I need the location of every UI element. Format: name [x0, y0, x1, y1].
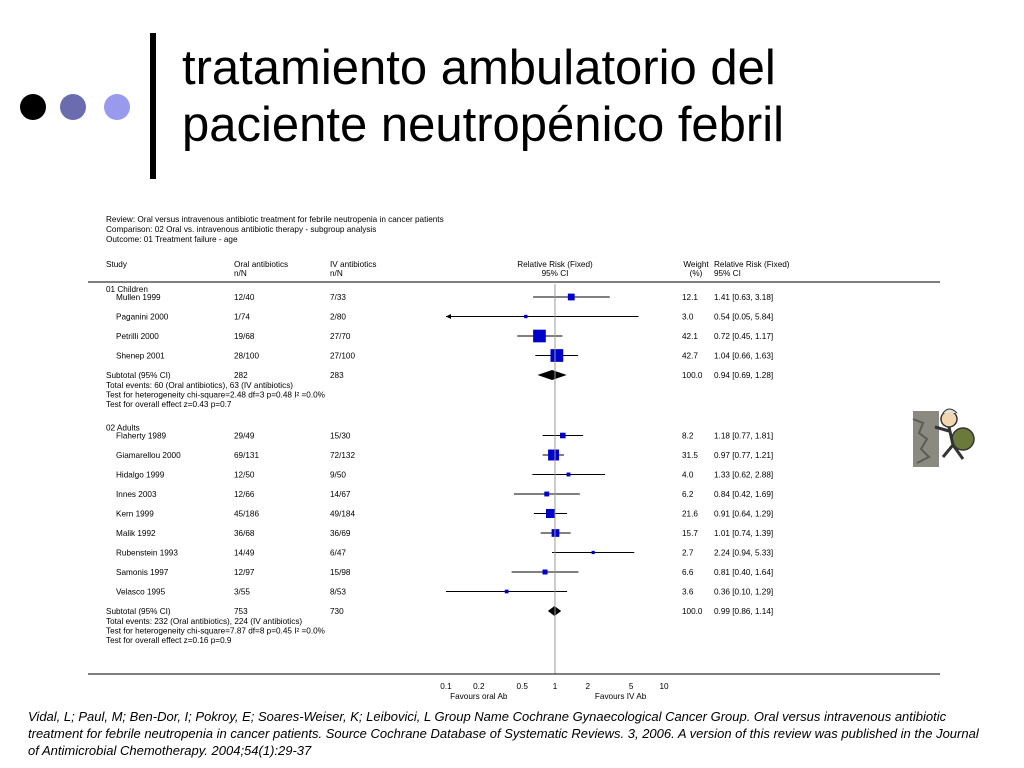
study-iv-count: 27/100 — [330, 351, 356, 361]
effect-square — [524, 315, 527, 318]
slide-title-line-1: tratamiento ambulatorio del — [182, 41, 776, 95]
effect-square — [533, 330, 546, 343]
effect-square — [567, 473, 571, 477]
study-rr-ci: 0.97 [0.77, 1.21] — [714, 451, 774, 460]
study-iv-count: 8/53 — [330, 587, 346, 597]
subtotal-label: Subtotal (95% CI) — [106, 371, 171, 380]
study-name: Giamarellou 2000 — [116, 451, 181, 460]
study-iv-count: 72/132 — [330, 451, 356, 460]
study-rr-ci: 1.04 [0.66, 1.63] — [714, 351, 774, 361]
subtotal-rr-ci: 0.94 [0.69, 1.28] — [714, 371, 774, 380]
group-label: 01 Children — [106, 285, 148, 294]
effect-square — [543, 569, 548, 574]
forest-plot-panel — [88, 200, 940, 701]
study-oral-count: 69/131 — [234, 451, 260, 460]
slide-bullet-dots — [0, 0, 150, 200]
subtotal-diamond — [537, 370, 566, 380]
x-tick-label: 1 — [552, 682, 558, 691]
subtotal-oral: 282 — [234, 371, 248, 380]
col-header-iv-sub: n/N — [330, 269, 343, 278]
study-rr-ci: 1.33 [0.62, 2.88] — [714, 470, 774, 480]
study-weight: 31.5 — [682, 451, 698, 460]
group-note: Test for heterogeneity chi-square=7.87 df=8 p=0.45 I² =0.0% — [106, 626, 325, 636]
study-rr-ci: 0.84 [0.42, 1.69] — [714, 490, 774, 499]
study-weight: 42.7 — [682, 351, 698, 361]
group-label: 02 Adults — [106, 423, 140, 433]
study-weight: 2.7 — [682, 548, 694, 558]
study-oral-count: 12/97 — [234, 568, 255, 577]
study-name: Kern 1999 — [116, 509, 154, 519]
bullet-dot-black — [20, 94, 46, 120]
study-iv-count: 2/80 — [330, 312, 346, 322]
x-tick-label: 5 — [628, 682, 634, 691]
study-weight: 6.6 — [682, 568, 694, 577]
group-note: Test for heterogeneity chi-square=2.48 df=3 p=0.48 I² =0.0% — [106, 390, 325, 400]
bullet-dot-dark-blue — [60, 94, 86, 120]
title-divider-bar — [150, 33, 156, 179]
study-rr-ci: 0.81 [0.40, 1.64] — [714, 568, 774, 577]
study-oral-count: 14/49 — [234, 548, 255, 558]
study-oral-count: 29/49 — [234, 431, 255, 441]
study-weight: 6.2 — [682, 490, 694, 499]
col-header-weight-sub: (%) — [689, 269, 703, 278]
effect-square — [550, 349, 563, 362]
study-weight: 21.6 — [682, 509, 698, 519]
study-name: Samonis 1997 — [116, 568, 169, 577]
study-weight: 12.1 — [682, 293, 698, 302]
col-header-iv: IV antibiotics — [330, 260, 377, 269]
favours-left-label: Favours oral Ab — [450, 692, 508, 701]
col-header-study: Study — [106, 260, 127, 269]
col-header-oral: Oral antibiotics — [234, 260, 289, 269]
effect-square — [544, 492, 549, 497]
effect-square — [568, 294, 575, 301]
study-weight: 15.7 — [682, 529, 698, 538]
subtotal-label: Subtotal (95% CI) — [106, 607, 171, 616]
study-weight: 42.1 — [682, 332, 698, 341]
subtotal-weight: 100.0 — [682, 371, 703, 380]
study-name: Malik 1992 — [116, 529, 156, 538]
study-name: Hidalgo 1999 — [116, 470, 165, 480]
x-tick-label: 10 — [659, 682, 669, 691]
subtotal-iv: 730 — [330, 607, 344, 616]
x-tick-label: 0.1 — [440, 682, 452, 691]
study-name: Shenep 2001 — [116, 351, 165, 361]
col-header-weight: Weight — [683, 260, 709, 269]
study-weight: 4.0 — [682, 470, 694, 480]
study-rr-ci: 0.72 [0.45, 1.17] — [714, 332, 774, 341]
slide-title — [182, 40, 784, 154]
header-review: Review: Oral versus intravenous antibiotic treatment for febrile neutropenia in cancer patients — [106, 215, 444, 224]
x-tick-label: 0.5 — [516, 682, 528, 691]
bullet-dot-light-blue — [104, 94, 130, 120]
study-rr-ci: 0.54 [0.05, 5.84] — [714, 312, 774, 322]
x-tick-label: 2 — [585, 682, 591, 691]
forest-plot — [88, 200, 940, 701]
effect-square — [592, 551, 595, 554]
group-note: Total events: 232 (Oral antibiotics), 224 (IV antibiotics) — [106, 617, 303, 626]
subtotal-rr-ci: 0.99 [0.86, 1.14] — [714, 607, 774, 616]
climber-clipart-icon — [913, 405, 977, 467]
study-oral-count: 12/50 — [234, 470, 255, 480]
effect-square — [548, 450, 559, 461]
header-comparison: Comparison: 02 Oral vs. intravenous antibiotic therapy - subgroup analysis — [106, 225, 377, 234]
study-iv-count: 15/30 — [330, 431, 351, 441]
study-oral-count: 19/68 — [234, 332, 255, 341]
group-note: Total events: 60 (Oral antibiotics), 63 (IV antibiotics) — [106, 381, 294, 390]
study-name: Paganini 2000 — [116, 312, 169, 322]
effect-square — [546, 509, 555, 518]
study-oral-count: 45/186 — [234, 509, 260, 519]
col-header-rr: Relative Risk (Fixed) — [517, 260, 593, 269]
x-tick-label: 0.2 — [473, 682, 485, 691]
study-oral-count: 12/66 — [234, 490, 255, 499]
favours-right-label: Favours IV Ab — [594, 692, 647, 701]
study-iv-count: 14/67 — [330, 490, 351, 499]
study-iv-count: 6/47 — [330, 548, 346, 558]
ci-arrow — [446, 314, 451, 319]
study-name: Innes 2003 — [116, 490, 157, 499]
col-header-rr-sub: 95% CI — [541, 269, 569, 278]
study-iv-count: 36/69 — [330, 529, 351, 538]
subtotal-oral: 753 — [234, 607, 248, 616]
study-oral-count: 12/40 — [234, 293, 255, 302]
study-iv-count: 9/50 — [330, 470, 346, 480]
study-iv-count: 49/184 — [330, 509, 356, 519]
study-iv-count: 7/33 — [330, 293, 346, 302]
study-weight: 3.6 — [682, 587, 694, 597]
subtotal-weight: 100.0 — [682, 607, 703, 616]
study-weight: 8.2 — [682, 431, 694, 441]
group-note: Test for overall effect z=0.16 p=0.9 — [106, 636, 232, 645]
study-rr-ci: 1.01 [0.74, 1.39] — [714, 529, 774, 538]
study-name: Petrilli 2000 — [116, 332, 159, 341]
subtotal-iv: 283 — [330, 371, 344, 380]
study-name: Mullen 1999 — [116, 293, 161, 302]
study-oral-count: 28/100 — [234, 351, 260, 361]
study-name: Flaherty 1989 — [116, 431, 167, 441]
study-iv-count: 15/98 — [330, 568, 351, 577]
study-weight: 3.0 — [682, 312, 694, 322]
col-header-rr-ci: Relative Risk (Fixed) — [714, 260, 790, 269]
col-header-oral-sub: n/N — [234, 269, 247, 278]
effect-square — [505, 590, 509, 594]
col-header-rr-ci-sub: 95% CI — [714, 269, 741, 278]
effect-square — [560, 433, 566, 439]
study-rr-ci: 0.36 [0.10, 1.29] — [714, 587, 774, 597]
study-oral-count: 36/68 — [234, 529, 255, 538]
study-iv-count: 27/70 — [330, 332, 351, 341]
study-rr-ci: 2.24 [0.94, 5.33] — [714, 548, 774, 558]
study-oral-count: 1/74 — [234, 312, 250, 322]
study-oral-count: 3/55 — [234, 587, 250, 597]
study-rr-ci: 1.18 [0.77, 1.81] — [714, 431, 774, 441]
source-caption: Vidal, L; Paul, M; Ben-Dor, I; Pokroy, E; Soares-Weiser, K; Leibovici, L Group Name Cochrane Gynaecological Cancer Group. Oral versus intravenous antibiotic treatment for febrile neutropenia in cancer patients. Source Cochrane Database of Systematic Reviews. 3, 2006. A version of this review was published in the Journal of Antimicrobial Chemotherapy. 2004;54(1):29-37 — [28, 709, 979, 758]
study-rr-ci: 0.91 [0.64, 1.29] — [714, 509, 774, 519]
header-outcome: Outcome: 01 Treatment failure - age — [106, 235, 238, 244]
study-rr-ci: 1.41 [0.63, 3.18] — [714, 293, 774, 302]
study-name: Velasco 1995 — [116, 587, 166, 597]
slide-title-line-2: paciente neutropénico febril — [182, 98, 785, 152]
group-note: Test for overall effect z=0.43 p=0.7 — [106, 400, 232, 409]
study-name: Rubenstein 1993 — [116, 548, 178, 558]
